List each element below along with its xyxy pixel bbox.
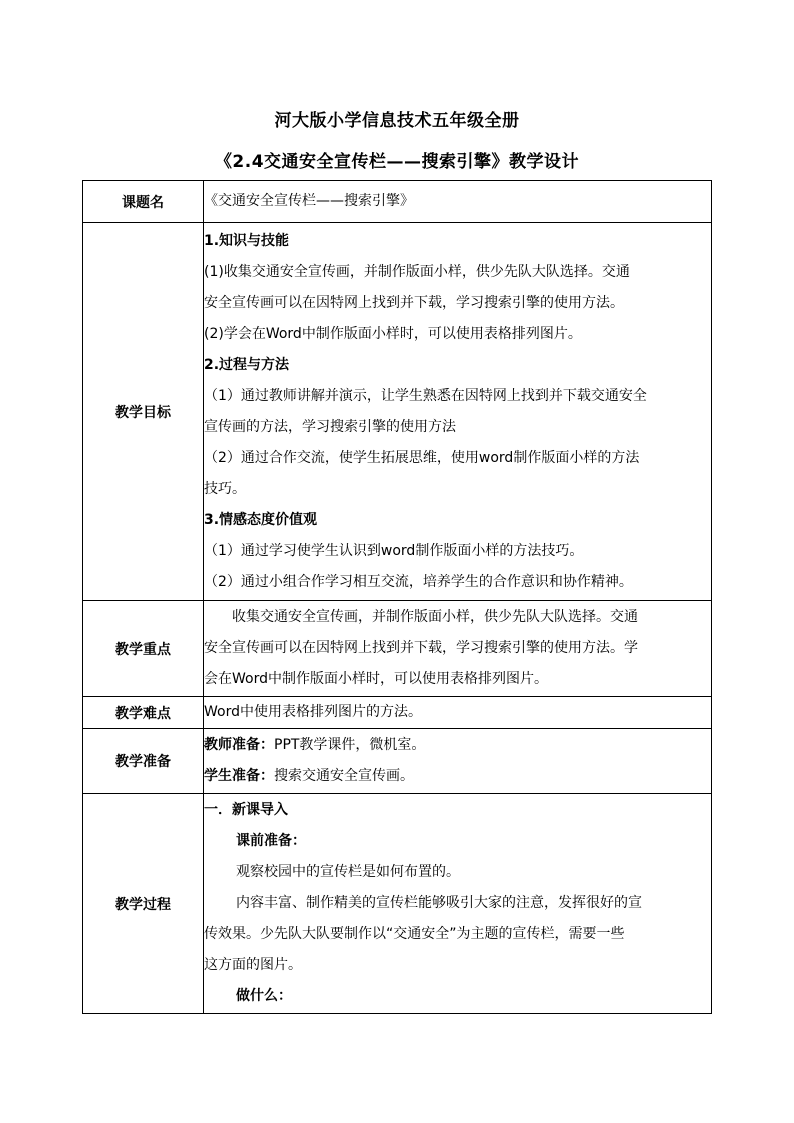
goals-line: （2）通过合作交流，使学生拓展思维，使用word制作版面小样的方法	[204, 449, 640, 466]
goals-line: 安全宣传画可以在因特网上找到并下载，学习搜索引擎的使用方法。	[204, 294, 624, 311]
teacher-preparation	[204, 730, 711, 761]
student-preparation-text: 搜索交通安全宣传画。	[274, 768, 414, 784]
process-line: 观察校园中的宣传栏是如何布置的。	[236, 864, 460, 880]
goals-content	[204, 223, 712, 601]
table-row-topic	[83, 181, 712, 223]
lesson-plan-table	[82, 180, 712, 1014]
goals-line: (1)收集交通安全宣传画，并制作版面小样，供少先队大队选择。交通	[204, 263, 630, 280]
process-heading-3: 做什么：	[236, 988, 292, 1004]
teacher-preparation-text: PPT教学课件，微机室。	[274, 737, 426, 753]
process-content	[204, 794, 712, 1014]
preparation-label: 教学准备	[83, 729, 204, 794]
key-points-line: 安全宣传画可以在因特网上找到并下载，学习搜索引擎的使用方法。学	[204, 640, 638, 656]
student-preparation-label: 学生准备：	[204, 768, 274, 784]
process-label: 教学过程	[83, 794, 204, 1014]
goals-line: (2)学会在Word中制作版面小样时，可以使用表格排列图片。	[204, 325, 582, 342]
difficulty-label: 教学难点	[83, 697, 204, 729]
table-row-process	[83, 794, 712, 1014]
document-subtitle: 《2.4交通安全宣传栏——搜索引擎》教学设计	[214, 152, 580, 172]
difficulty-text: Word中使用表格排列图片的方法。	[204, 704, 422, 720]
process-heading-2: 课前准备：	[236, 833, 306, 849]
topic-label: 课题名	[83, 181, 204, 223]
key-points-content	[204, 601, 712, 697]
goals-line: （1）通过学习使学生认识到word制作版面小样的方法技巧。	[204, 542, 584, 559]
table-row-difficulty	[83, 697, 712, 729]
goals-heading-1: 1.知识与技能	[204, 232, 290, 249]
goals-heading-3: 3.情感态度价值观	[204, 511, 318, 528]
process-line: 传效果。少先队大队要制作以“交通安全”为主题的宣传栏，需要一些	[204, 926, 625, 942]
table-row-key-points	[83, 601, 712, 697]
student-preparation	[204, 761, 711, 792]
key-points-label: 教学重点	[83, 601, 204, 697]
process-line: 内容丰富、制作精美的宣传栏能够吸引大家的注意，发挥很好的宣	[236, 895, 642, 911]
document-title: 河大版小学信息技术五年级全册	[274, 111, 520, 131]
teacher-preparation-label: 教师准备：	[204, 737, 274, 753]
goals-line: 宣传画的方法，学习搜索引擎的使用方法	[204, 418, 456, 435]
goals-heading-2: 2.过程与方法	[204, 356, 290, 373]
table-row-preparation	[83, 729, 712, 794]
goals-line: （2）通过小组合作学习相互交流，培养学生的合作意识和协作精神。	[204, 573, 633, 590]
process-line: 这方面的图片。	[204, 957, 302, 973]
goals-line: 技巧。	[204, 480, 246, 497]
goals-line: （1）通过教师讲解并演示，让学生熟悉在因特网上找到并下载交通安全	[204, 387, 647, 404]
table-row-goals	[83, 223, 712, 601]
process-heading-1: 一．新课导入	[204, 802, 288, 818]
topic-content	[204, 181, 712, 223]
preparation-content	[204, 729, 712, 794]
goals-label: 教学目标	[83, 223, 204, 601]
key-points-line: 会在Word中制作版面小样时，可以使用表格排列图片。	[204, 671, 548, 687]
topic-text: 《交通安全宣传栏——搜索引擎》	[204, 193, 414, 209]
key-points-line: 收集交通安全宣传画，并制作版面小样，供少先队大队选择。交通	[232, 609, 638, 625]
difficulty-content	[204, 697, 712, 729]
